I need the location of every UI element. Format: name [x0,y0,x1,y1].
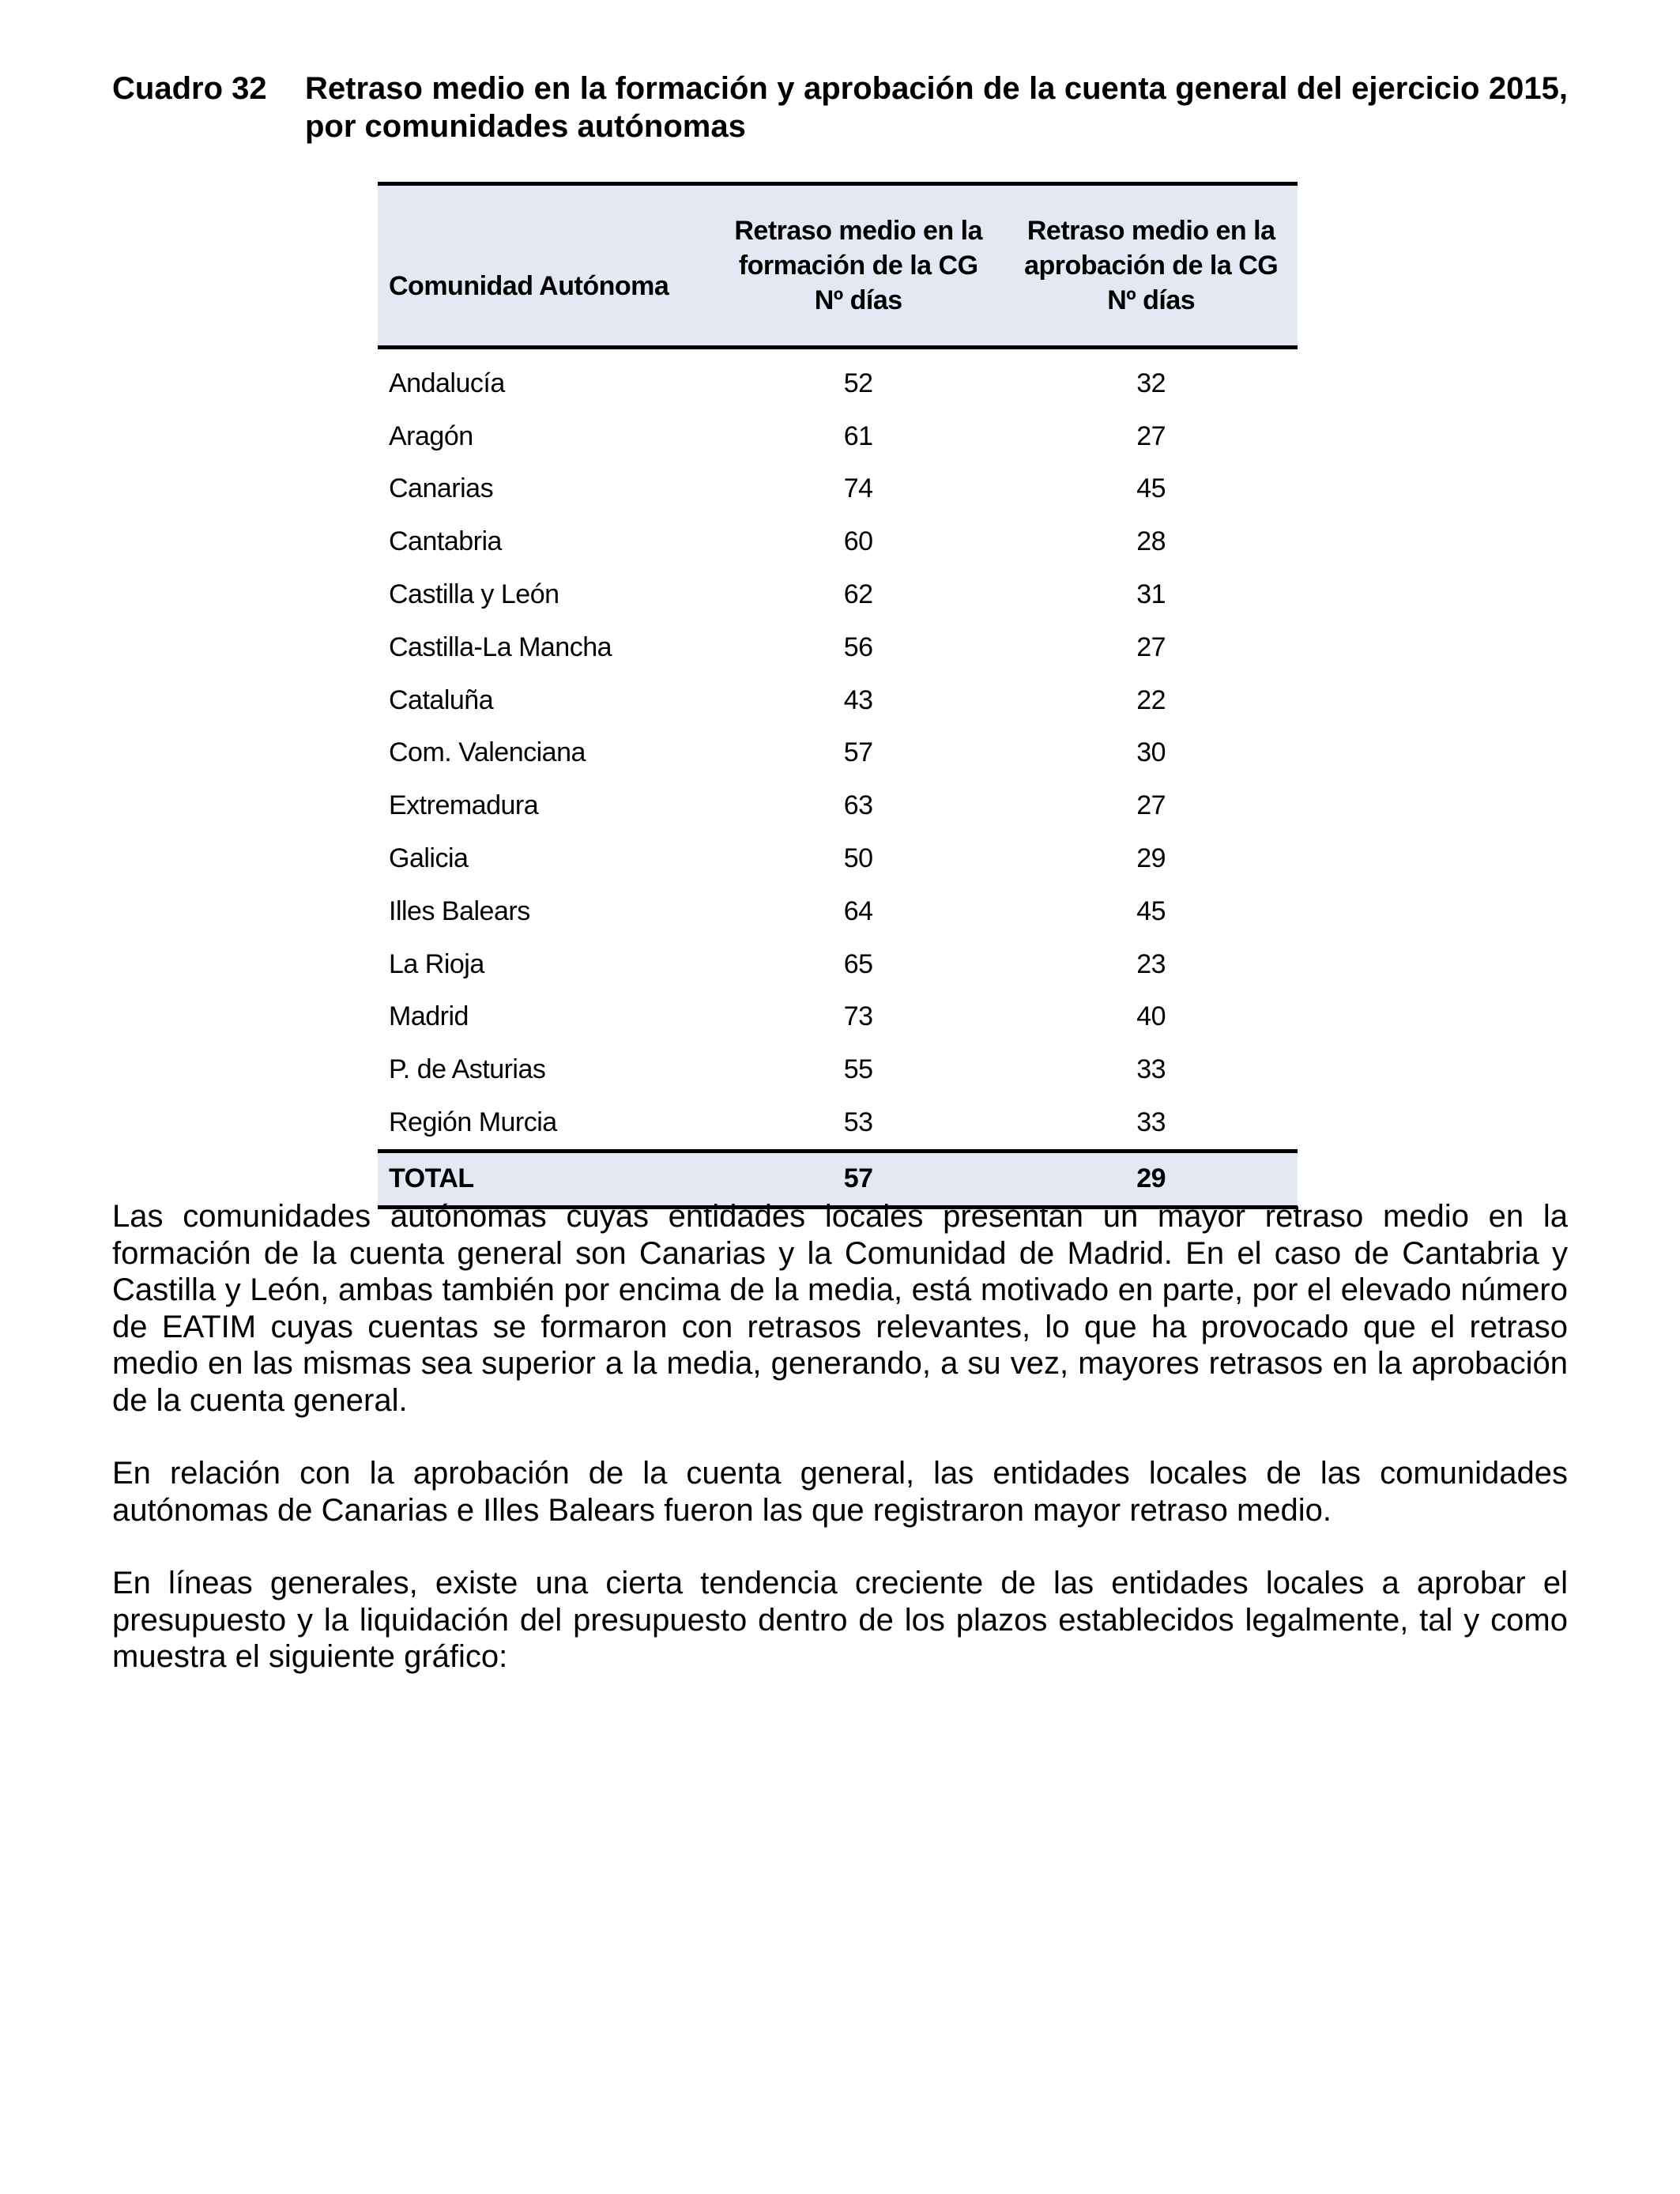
row-name: Com. Valenciana [389,737,586,768]
row-name: Illes Balears [389,895,530,926]
delay-table [378,182,1298,1209]
table-header-row [378,184,1298,348]
row-aprobacion: 22 [1136,684,1166,715]
row-name: Galicia [389,843,469,874]
header-comunidad: Comunidad Autónoma [378,184,712,348]
table-row [378,463,1298,516]
row-aprobacion: 23 [1136,948,1166,979]
total-label: TOTAL [378,1151,712,1207]
row-name: Cataluña [389,684,494,715]
row-aprobacion: 27 [1136,420,1166,451]
row-formacion: 55 [843,1054,873,1085]
row-formacion: 63 [843,790,873,821]
body-text [112,1198,1568,1712]
row-name: Región Murcia [389,1107,557,1138]
row-formacion: 62 [843,579,873,610]
row-name: Castilla-La Mancha [389,631,612,662]
row-aprobacion: 40 [1136,1001,1166,1032]
row-name: P. de Asturias [389,1054,546,1085]
row-formacion: 50 [843,843,873,874]
row-aprobacion: 33 [1136,1054,1166,1085]
row-formacion: 57 [843,737,873,768]
paragraph: En líneas generales, existe una cierta tendencia creciente de las entidades locales a aprobar el presupuesto y la liquidación del presupuesto dentro de los plazos establecidos legalmente, tal y como muestra el siguiente gráfico: [112,1566,1568,1674]
row-name: Castilla y León [389,579,559,610]
row-formacion: 61 [843,420,873,451]
caption-number: Cuadro 32 [112,71,267,106]
row-aprobacion: 45 [1136,895,1166,926]
row-name: Extremadura [389,790,539,821]
paragraph: Las comunidades autónomas cuyas entidades locales presentan un mayor retraso medio en la formación de la cuenta general son Canarias y la Comunidad de Madrid. En el caso de Cantabria y Castilla y León, ambas también por encima de la media, está motivado en parte, por el elevado número de EATIM cuyas cuentas se formaron con retrasos relevantes, lo que ha provocado que el retraso medio en las mismas sea superior a la media, generando, a su vez, mayores retrasos en la aprobación de la cuenta general. [112,1199,1568,1418]
row-formacion: 56 [843,631,873,662]
row-name: Madrid [389,1001,469,1032]
row-formacion: 53 [843,1107,873,1138]
row-formacion: 74 [843,473,873,504]
table-row [378,515,1298,568]
table-row [378,779,1298,832]
row-name: Canarias [389,473,494,504]
caption-title: Retraso medio en la formación y aprobación de la cuenta general del ejercicio 2015, por comunidades autónomas [305,71,1568,144]
header-aprobacion-line2: aprobación de la CG [1024,251,1279,281]
table-row [378,727,1298,780]
table-row [378,991,1298,1044]
row-aprobacion: 29 [1136,843,1166,874]
row-formacion: 43 [843,684,873,715]
row-aprobacion: 32 [1136,368,1166,398]
table-row [378,348,1298,410]
row-formacion: 64 [843,895,873,926]
total-formacion: 57 [712,1151,1004,1207]
row-name: Andalucía [389,368,505,398]
header-aprobacion [1004,184,1298,348]
total-aprobacion: 29 [1004,1151,1298,1207]
row-aprobacion: 31 [1136,579,1166,610]
header-aprobacion-line3: Nº días [1107,285,1196,315]
paragraph: En relación con la aprobación de la cuenta general, las entidades locales de las comunidades autónomas de Canarias e Illes Balears fueron las que registraron mayor retraso medio. [112,1456,1568,1528]
row-formacion: 60 [843,526,873,557]
table-row [378,1096,1298,1151]
row-name: Cantabria [389,526,502,557]
header-formacion-line3: Nº días [814,285,902,315]
row-aprobacion: 28 [1136,526,1166,557]
header-formacion [712,184,1004,348]
table-row [378,885,1298,938]
row-name: La Rioja [389,948,484,979]
row-aprobacion: 27 [1136,631,1166,662]
table-row [378,938,1298,991]
table-row [378,621,1298,674]
table-row [378,1043,1298,1096]
row-name: Aragón [389,420,473,451]
header-formacion-line2: formación de la CG [738,251,978,281]
row-aprobacion: 27 [1136,790,1166,821]
row-formacion: 65 [843,948,873,979]
header-aprobacion-line1: Retraso medio en la [1026,216,1275,246]
table-row [378,674,1298,727]
table-row [378,410,1298,463]
row-formacion: 52 [843,368,873,398]
row-aprobacion: 30 [1136,737,1166,768]
table-caption [112,70,1568,145]
header-formacion-line1: Retraso medio en la [734,216,982,246]
row-aprobacion: 33 [1136,1107,1166,1138]
row-aprobacion: 45 [1136,473,1166,504]
row-formacion: 73 [843,1001,873,1032]
table-row [378,832,1298,885]
table-row [378,568,1298,621]
